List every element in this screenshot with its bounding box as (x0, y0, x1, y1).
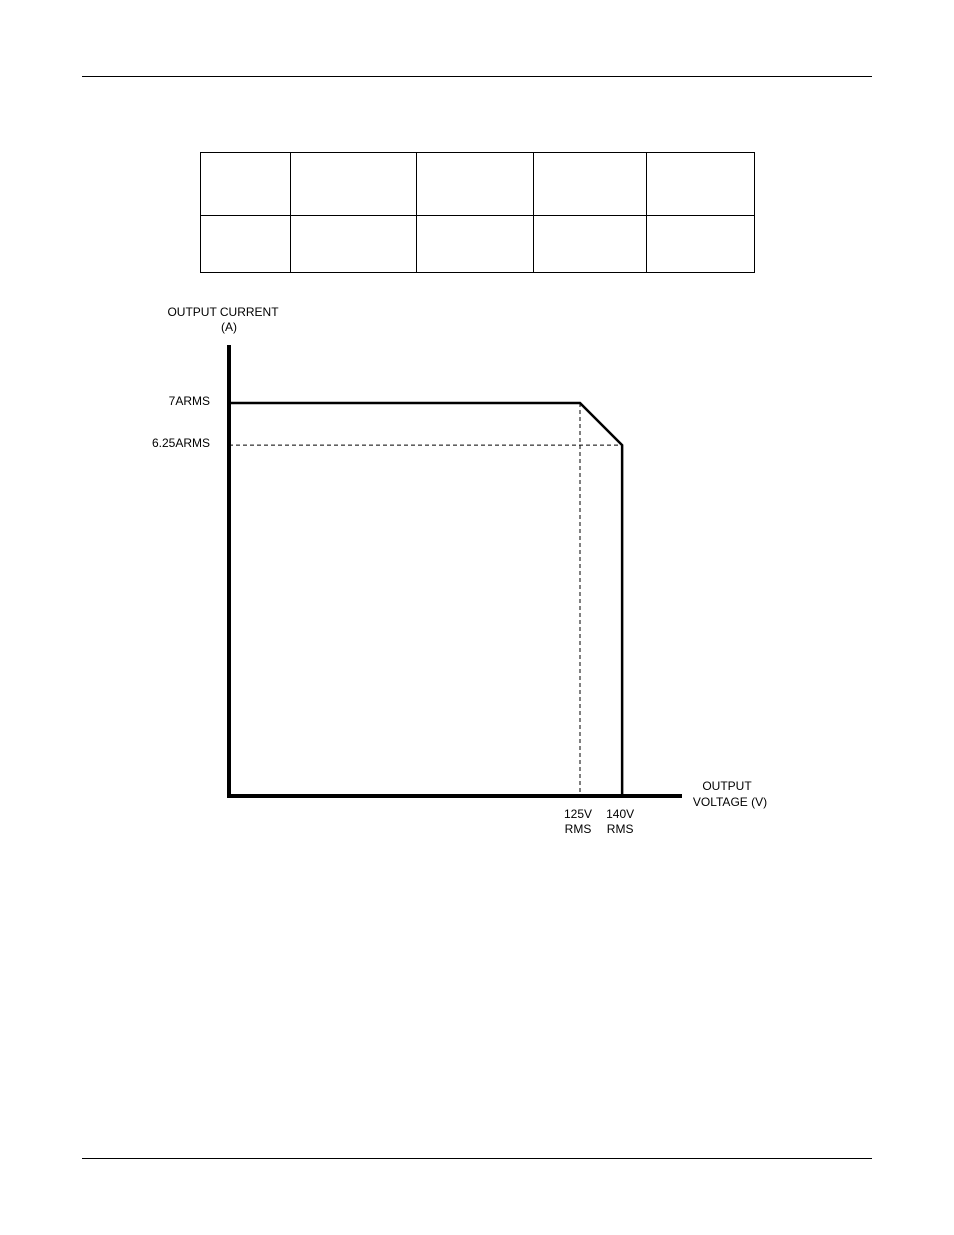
x-tick-label-unit: RMS (606, 822, 634, 836)
y-axis-label: OUTPUT CURRENT (167, 305, 279, 319)
series-line (229, 403, 622, 796)
y-tick-label: 6.25ARMS (151, 436, 210, 451)
x-axis-label: OUTPUT (702, 779, 752, 793)
y-axis-label-unit: (A) (221, 320, 237, 334)
x-axis-label-unit: VOLTAGE (V) (692, 795, 768, 809)
x-tick-label: 140V (606, 807, 635, 821)
y-tick-label: 7ARMS (168, 394, 210, 408)
x-tick-label: 125V (563, 807, 593, 821)
x-tick-label-unit: RMS (564, 822, 592, 836)
footer-rule (82, 1158, 872, 1159)
